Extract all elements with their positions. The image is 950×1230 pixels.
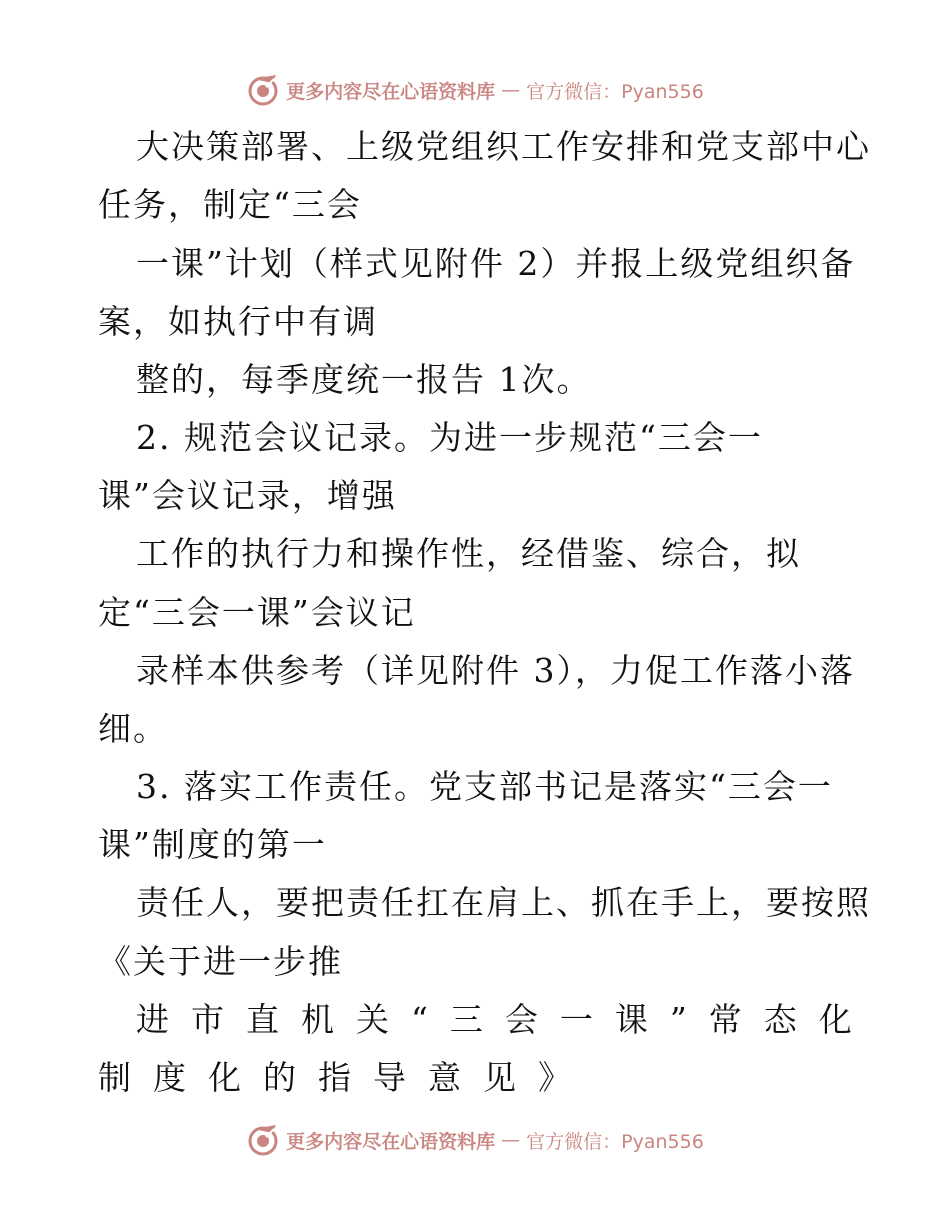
text-line: 进市直机关“三会一课”常态化 [136,1000,874,1039]
text-line: 录样本供参考（详见附件 3），力促工作落小落 [136,651,855,690]
text-line: 一课”计划（样式见附件 2）并报上级党组织备 [136,244,856,283]
text-line: 任务，制定“三会 [98,185,362,224]
text-line: 案，如执行中有调 [98,302,378,341]
text-line: 2. 规范会议记录。为进一步规范“三会一 [136,418,763,457]
pen-logo-icon [246,1123,280,1157]
text-line: 课”会议记录，增强 [98,476,397,515]
text-line: 工作的执行力和操作性，经借鉴、综合，拟 [136,534,801,573]
text-line: 定“三会一课”会议记 [98,593,416,632]
footer-watermark [0,1122,950,1158]
text-line: 3. 落实工作责任。党支部书记是落实“三会一 [136,767,833,806]
watermark-wechat-label: 官方微信：Pyan556 [526,1130,704,1153]
watermark-text: 更多内容尽在心语资料库 [286,1130,496,1153]
watermark-separator: — [501,1129,521,1151]
text-line: 整的，每季度统一报告 1次。 [136,360,592,399]
text-line: 大决策部署、上级党组织工作安排和党支部中心 [136,127,871,166]
watermark-separator: — [501,79,521,101]
text-line: 责任人，要把责任扛在肩上、抓在手上，要按照 [136,883,871,922]
watermark-wechat-label: 官方微信：Pyan556 [526,80,704,103]
text-line: 课”制度的第一 [98,825,327,864]
header-watermark [0,72,950,108]
text-line: 制度化的指导意见》 [98,1058,593,1097]
watermark-text: 更多内容尽在心语资料库 [286,80,496,103]
pen-logo-icon [246,73,280,107]
text-line: 《关于进一步推 [98,942,343,981]
text-line: 细。 [98,709,168,748]
